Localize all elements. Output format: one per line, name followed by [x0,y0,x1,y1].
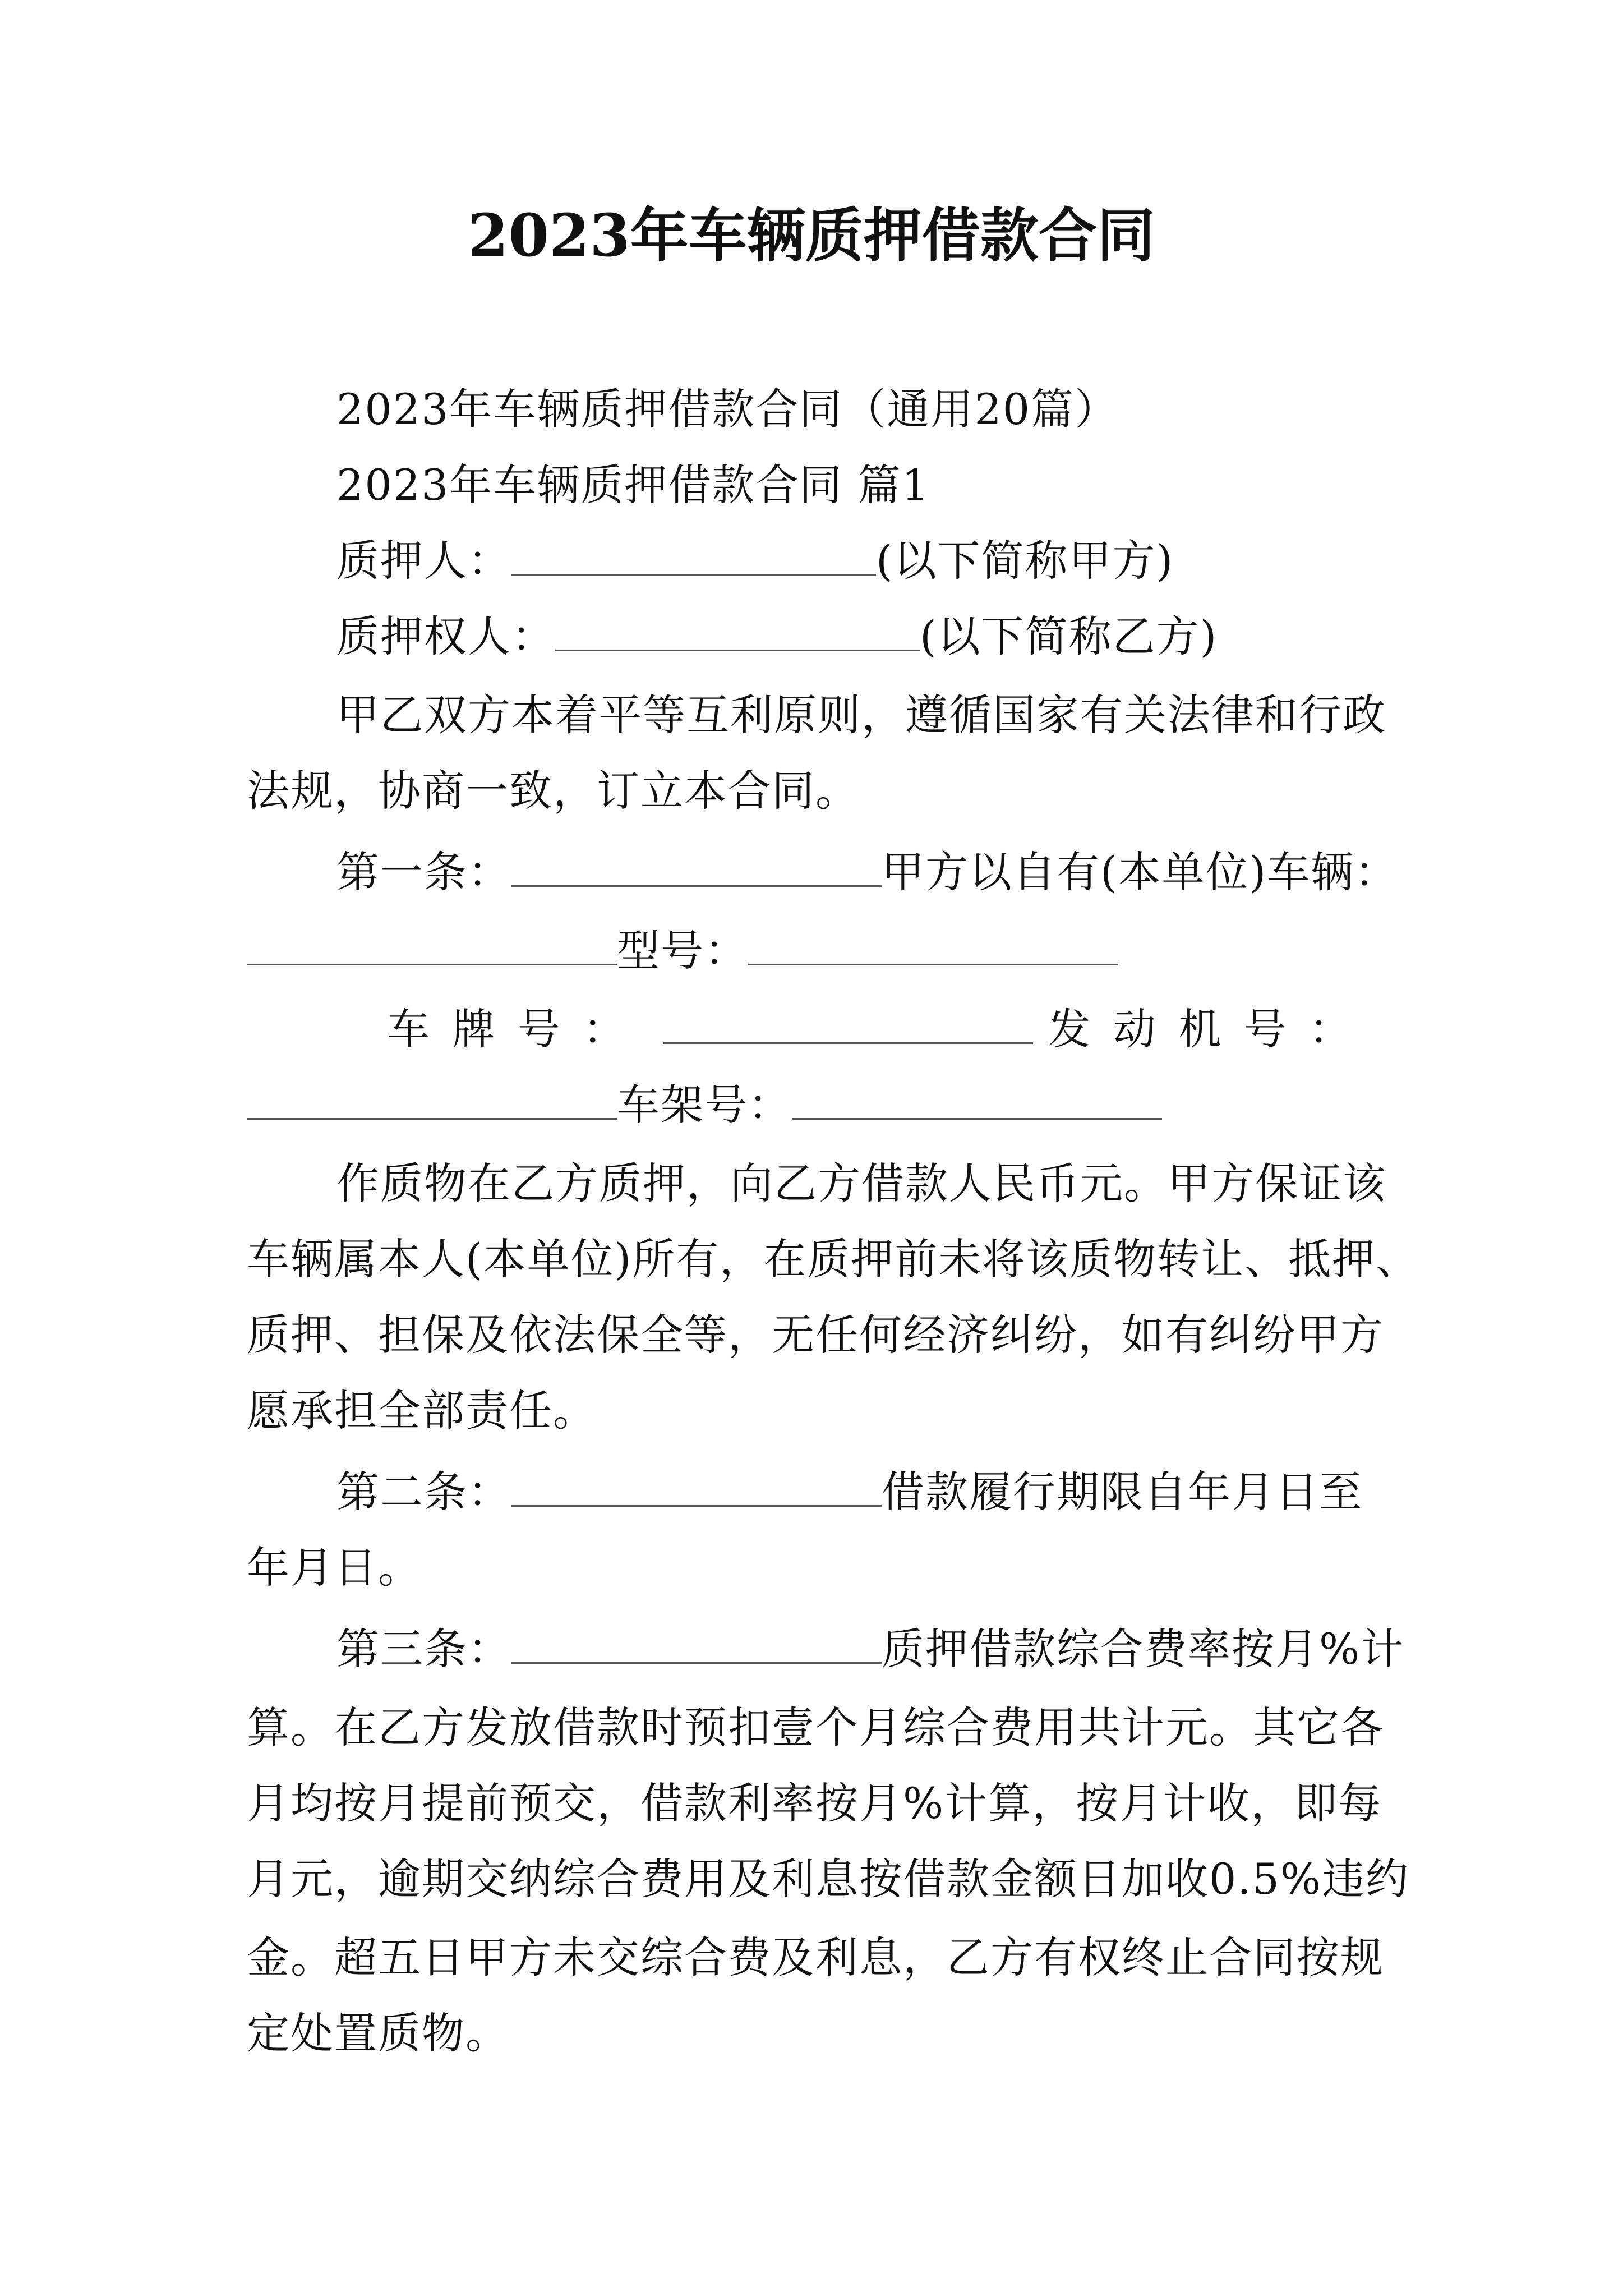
frame-blank [792,1078,1162,1120]
plate-engine-line [387,1001,1374,1057]
article-2-paragraph-2: 年月日。 [247,1543,422,1593]
pledgor-blank [511,533,876,576]
intro-line-2: 法规，协商一致，订立本合同。 [247,766,859,816]
pledgor-line [336,533,1380,589]
plate-blank [663,1002,1033,1044]
article-1-paragraph-2: 车辆属本人(本单位)所有，在质押前未将该质物转让、抵押、 [247,1234,1420,1284]
article-1-line [336,844,1399,900]
engine-label: 发动机号： [1048,1004,1374,1054]
article-3-paragraph-2: 算。在乙方发放借款时预扣壹个月综合费用共计元。其它各 [247,1703,1384,1752]
article-2-text: 借款履行期限自年月日至 [882,1467,1363,1517]
article-3-paragraph-5: 金。超五日甲方未交综合费及利息，乙方有权终止合同按规 [247,1932,1384,1982]
frame-line [247,1077,1380,1133]
frame-label: 车架号： [617,1080,792,1130]
document-subtitle: 2023年车辆质押借款合同（通用20篇） [336,384,1119,434]
pledgee-blank [555,609,920,651]
article-1-paragraph-1: 作质物在乙方质押，向乙方借款人民币元。甲方保证该 [336,1158,1386,1208]
model-blank [748,923,1118,965]
article-1-text: 甲方以自有(本单位)车辆： [882,847,1399,897]
pledgee-label: 质押权人： [336,611,555,661]
section-heading: 2023年车辆质押借款合同 篇1 [336,460,930,510]
article-3-paragraph-4: 月元，逾期交纳综合费用及利息按借款金额日加收0.5%违约 [247,1854,1410,1904]
pledgor-label: 质押人： [336,536,511,586]
article-3-label: 第三条： [336,1624,511,1674]
article-1-paragraph-3: 质押、担保及依法保全等，无任何经济纠纷，如有纠纷甲方 [247,1310,1384,1360]
document-title: 2023年车辆质押借款合同 [468,201,1155,270]
article-2-blank [511,1465,882,1507]
article-1-label: 第一条： [336,847,511,897]
article-3-blank [511,1622,882,1664]
plate-label: 车牌号： [387,1004,648,1054]
model-line [247,923,1380,979]
intro-line-1: 甲乙双方本着平等互利原则，遵循国家有关法律和行政 [336,690,1386,740]
article-2-line [336,1464,1380,1520]
article-2-label: 第二条： [336,1467,511,1517]
article-3-line [336,1621,1405,1677]
article-3-paragraph-3: 月均按月提前预交，借款利率按月%计算，按月计收，即每 [247,1778,1382,1828]
pledgee-suffix: (以下简称乙方) [920,611,1218,661]
vehicle-blank [247,923,617,965]
article-3-paragraph-6: 定处置质物。 [247,2008,509,2058]
model-label: 型号： [617,926,748,976]
article-3-text: 质押借款综合费率按月%计 [882,1624,1405,1674]
pledgee-line [336,609,1380,665]
pledgor-suffix: (以下简称甲方) [876,536,1174,586]
article-1-blank [511,845,882,887]
article-1-paragraph-4: 愿承担全部责任。 [247,1386,597,1435]
engine-blank [247,1078,617,1120]
